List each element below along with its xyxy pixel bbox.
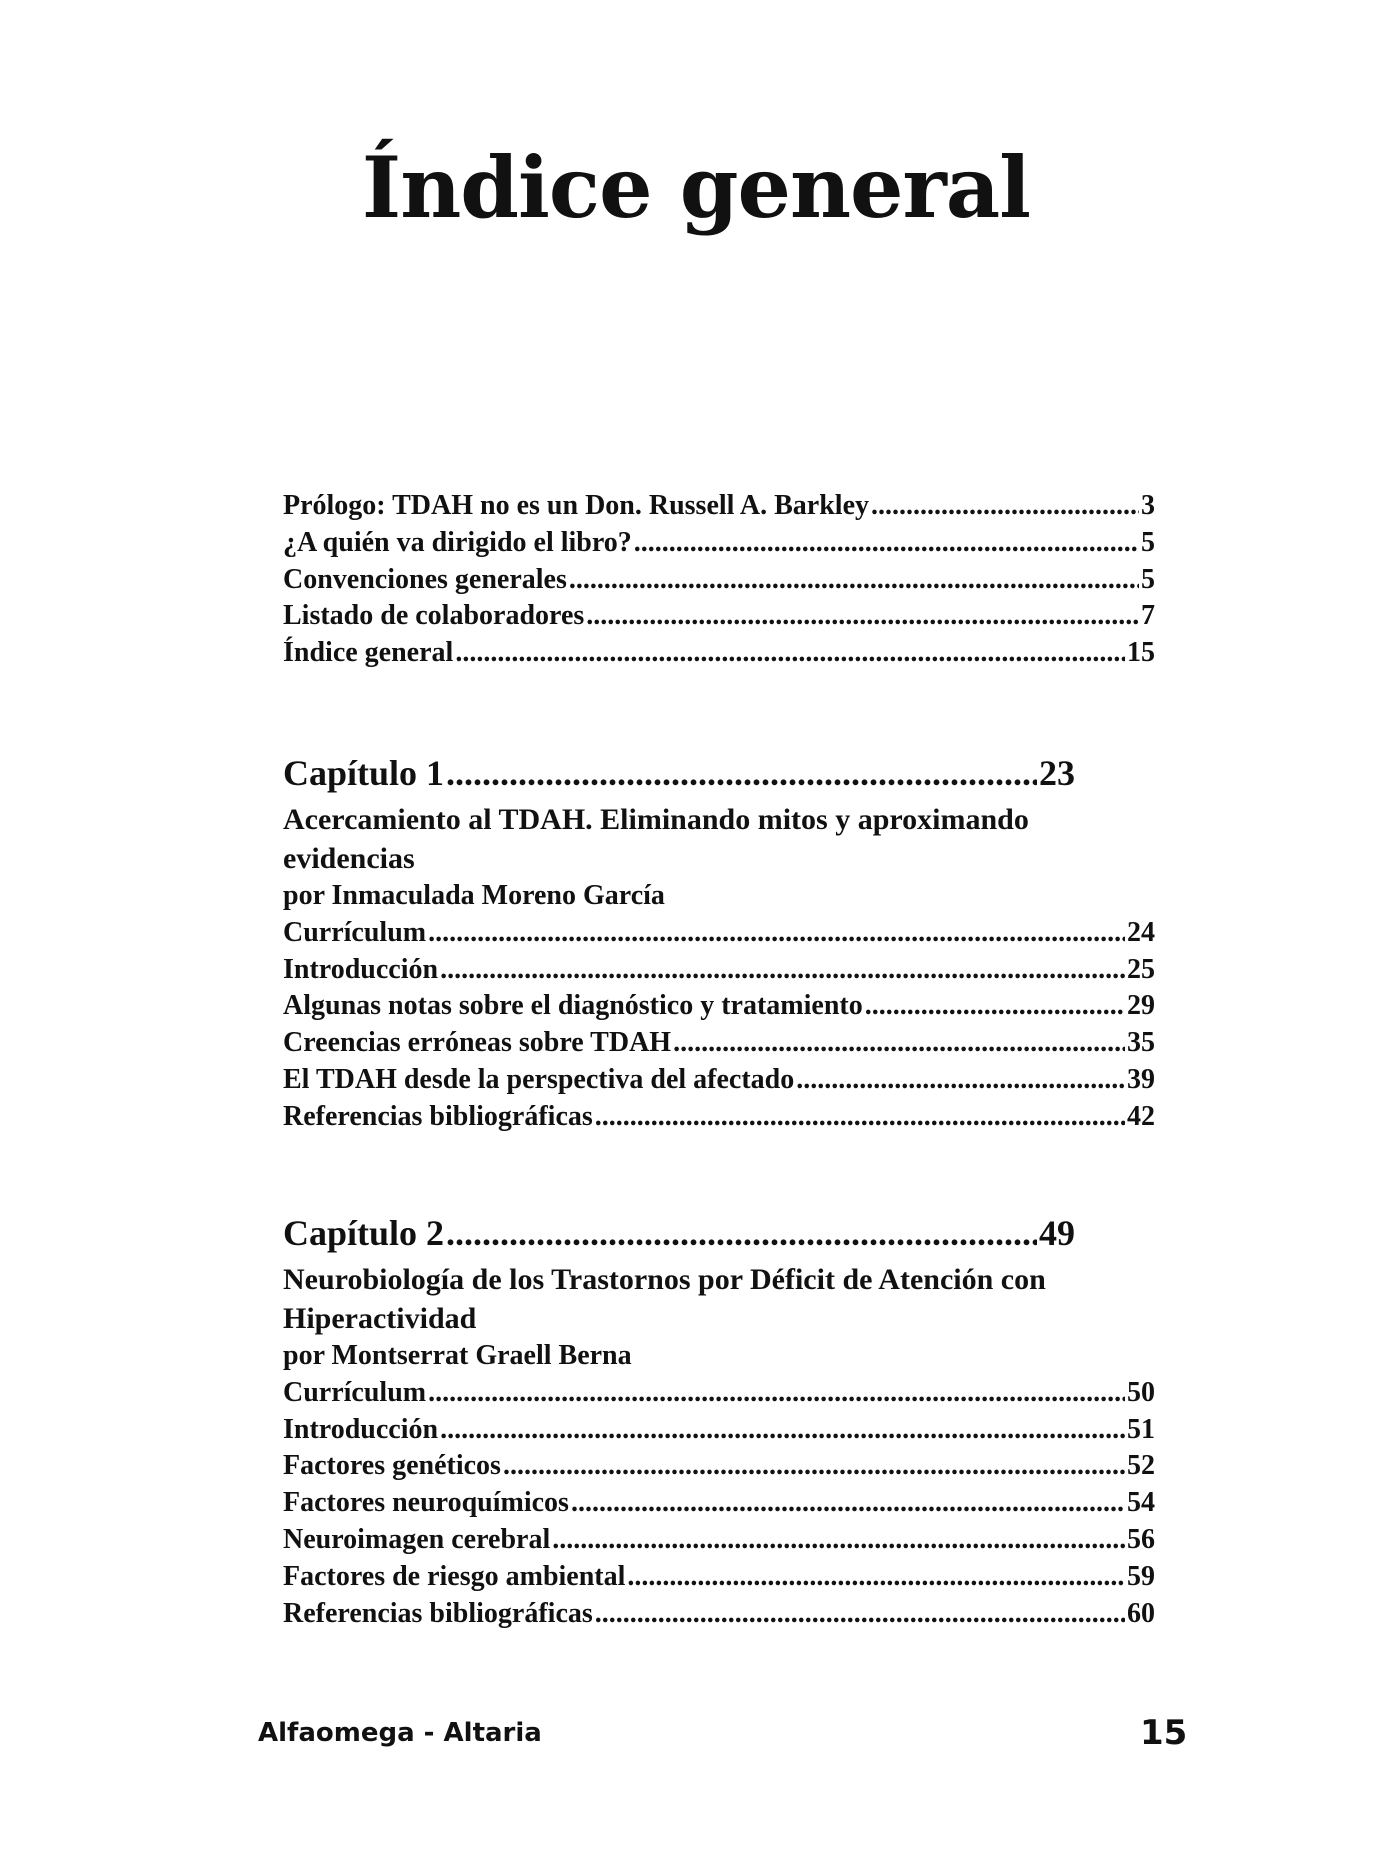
toc-entry[interactable] xyxy=(283,562,1155,599)
chapter-heading-page: 49 xyxy=(1039,1213,1075,1253)
chapter-heading-label: Capítulo 2 xyxy=(283,1213,445,1253)
toc-leader-dots xyxy=(634,525,1139,562)
toc-entry-label: ¿A quién va dirigido el libro? xyxy=(283,526,632,558)
toc-entry-page: 3 xyxy=(1141,490,1155,521)
chapter-heading[interactable] xyxy=(283,1206,1075,1260)
toc-entry-page: 42 xyxy=(1127,1100,1155,1132)
chapter-2-block xyxy=(283,1206,1155,1632)
toc-entry-page: 5 xyxy=(1141,563,1155,595)
chapter-author: por Montserrat Graell Berna xyxy=(283,1340,632,1371)
toc-leader-dots xyxy=(595,1099,1125,1136)
toc-entry-label: Índice general xyxy=(283,637,454,669)
toc-entry-page: 60 xyxy=(1127,1597,1155,1629)
toc-leader-dots xyxy=(871,488,1139,525)
toc-leader-dots xyxy=(595,1596,1125,1633)
footer-publisher: Alfaomega - Altaria xyxy=(258,1718,542,1748)
toc-entry-label: Listado de colaboradores xyxy=(283,600,585,632)
toc-entry-page: 7 xyxy=(1141,600,1155,632)
chapter-author: por Inmaculada Moreno García xyxy=(283,880,665,911)
toc-leader-dots xyxy=(440,952,1125,989)
chapter-title: Neurobiología de los Trastornos por Déficit de Atención con Hiperactividad xyxy=(283,1263,1046,1335)
toc-entry[interactable] xyxy=(283,915,1155,952)
toc-entry-label: Factores de riesgo ambiental xyxy=(283,1560,626,1592)
toc-entry[interactable] xyxy=(283,1448,1155,1485)
toc-entry[interactable] xyxy=(283,1596,1155,1633)
toc-entry-label: Currículum xyxy=(283,916,427,948)
toc-entry[interactable] xyxy=(283,1485,1155,1522)
toc-leader-dots xyxy=(627,1559,1125,1596)
toc-entry-label: El TDAH desde la perspectiva del afectado xyxy=(283,1063,795,1095)
toc-entry-page: 56 xyxy=(1127,1523,1155,1555)
toc-leader-dots xyxy=(446,1206,1037,1260)
toc-entry-page: 52 xyxy=(1127,1450,1155,1482)
toc-leader-dots xyxy=(503,1448,1125,1485)
toc-entry[interactable] xyxy=(283,488,1155,525)
toc-entry[interactable] xyxy=(283,988,1155,1025)
chapter-heading-label: Capítulo 1 xyxy=(283,753,445,793)
toc-entry[interactable] xyxy=(283,525,1155,562)
toc-leader-dots xyxy=(796,1062,1125,1099)
toc-entry-label: Introducción xyxy=(283,1413,439,1445)
footer-page-number: 15 xyxy=(1140,1713,1188,1753)
toc-entry-label: Factores neuroquímicos xyxy=(283,1487,569,1519)
toc-leader-dots xyxy=(440,1412,1125,1449)
toc-entry-label: Convenciones generales xyxy=(283,563,567,595)
toc-entry-page: 5 xyxy=(1141,526,1155,558)
toc-leader-dots xyxy=(569,562,1139,599)
toc-entry-page: 39 xyxy=(1127,1063,1155,1095)
toc-entry-label: Factores genéticos xyxy=(283,1450,501,1482)
toc-entry-page: 50 xyxy=(1127,1376,1155,1408)
toc-entry[interactable] xyxy=(283,1099,1155,1136)
toc-entry[interactable] xyxy=(283,1522,1155,1559)
toc-entry[interactable] xyxy=(283,1412,1155,1449)
toc-entry-label: Neuroimagen cerebral xyxy=(283,1523,551,1555)
toc-leader-dots xyxy=(428,1375,1125,1412)
toc-entry[interactable] xyxy=(283,1025,1155,1062)
toc-leader-dots xyxy=(865,988,1125,1025)
toc-entry-page: 15 xyxy=(1127,637,1155,669)
toc-entry[interactable] xyxy=(283,598,1155,635)
toc-leader-dots xyxy=(446,746,1037,800)
toc-entry-label: Algunas notas sobre el diagnóstico y tratamiento xyxy=(283,990,863,1022)
toc-entry-page: 29 xyxy=(1127,990,1155,1022)
toc-leader-dots xyxy=(586,598,1139,635)
chapter-heading[interactable] xyxy=(283,746,1075,800)
toc-entry-label: Prólogo: TDAH no es un Don. Russell A. Barkley xyxy=(283,490,869,521)
toc-entry-label: Referencias bibliográficas xyxy=(283,1100,593,1132)
toc-entry-page: 35 xyxy=(1127,1027,1155,1059)
toc-entry-label: Introducción xyxy=(283,953,439,985)
toc-entry[interactable] xyxy=(283,1062,1155,1099)
toc-leader-dots xyxy=(455,635,1125,672)
chapter-title: Acercamiento al TDAH. Eliminando mitos y aproximando evidencias xyxy=(283,803,1029,875)
toc-entry-page: 24 xyxy=(1127,916,1155,948)
chapter-1-block xyxy=(283,746,1155,1136)
toc-leader-dots xyxy=(571,1485,1125,1522)
page-title: Índice general xyxy=(361,138,1031,237)
front-matter-list xyxy=(283,488,1155,672)
toc-leader-dots xyxy=(428,915,1125,952)
toc-entry-page: 54 xyxy=(1127,1487,1155,1519)
toc-entry-page: 51 xyxy=(1127,1413,1155,1445)
toc-entry[interactable] xyxy=(283,952,1155,989)
toc-entry-label: Creencias erróneas sobre TDAH xyxy=(283,1027,672,1059)
toc-entry[interactable] xyxy=(283,1375,1155,1412)
toc-entry-label: Currículum xyxy=(283,1376,427,1408)
toc-entry[interactable] xyxy=(283,1559,1155,1596)
chapter-heading-page: 23 xyxy=(1039,753,1075,793)
toc-entry[interactable] xyxy=(283,635,1155,672)
toc-leader-dots xyxy=(552,1522,1125,1559)
toc-leader-dots xyxy=(673,1025,1125,1062)
toc-entry-label: Referencias bibliográficas xyxy=(283,1597,593,1629)
toc-entry-page: 25 xyxy=(1127,953,1155,985)
toc-entry-page: 59 xyxy=(1127,1560,1155,1592)
